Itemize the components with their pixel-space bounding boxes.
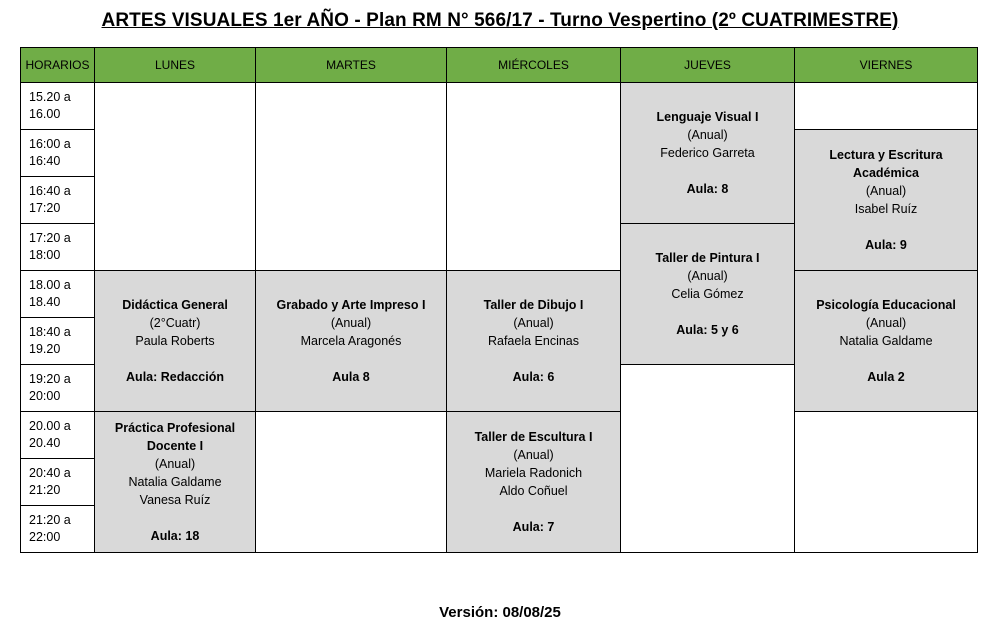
empty-cell [795,83,978,130]
time-row [21,271,978,318]
schedule-title: ARTES VISUALES 1er AÑO - Plan RM N° 566/17 - Turno Vespertino (2º CUATRIMESTRE) [101,10,899,31]
class-teacher: Mariela Radonich [484,466,583,480]
class-aula: Aula 8 [332,370,370,384]
class-aula: Aula: 5 y 6 [676,323,739,337]
time-slot: 20:40 a 21:20 [21,459,95,506]
class-teacher: Federico Garreta [660,146,755,160]
class-aula: Aula: 7 [512,520,555,534]
class-cell-practica-profesional [95,412,256,553]
class-name: Lenguaje Visual I [656,110,759,124]
class-term: (Anual) [865,316,907,330]
time-slot: 15.20 a 16.00 [21,83,95,130]
time-row [21,412,978,459]
class-name: Taller de Escultura I [474,430,593,444]
header-martes: MARTES [256,48,447,83]
header-lunes: LUNES [95,48,256,83]
empty-cell [256,83,447,271]
time-slot: 19:20 a 20:00 [21,365,95,412]
class-teacher: Celia Gómez [671,287,744,301]
class-term: (Anual) [513,448,554,462]
class-cell-taller-pintura [621,224,795,365]
class-aula: Aula 2 [867,370,905,384]
class-term: (Anual) [687,128,728,142]
class-aula: Aula: 8 [686,182,729,196]
class-cell-psicologia [795,271,978,412]
class-cell-lenguaje-visual [621,83,795,224]
class-cell-taller-dibujo [447,271,621,412]
time-slot: 18:40 a 19.20 [21,318,95,365]
header-miercoles: MIÉRCOLES [447,48,621,83]
empty-cell [95,83,256,271]
class-teacher: Aldo Coñuel [499,484,568,498]
empty-cell [795,412,978,553]
class-teacher: Paula Roberts [135,334,215,348]
header-row [21,48,978,83]
time-slot: 18.00 a 18.40 [21,271,95,318]
class-teacher: Natalia Galdame [128,475,222,489]
schedule-table [20,47,978,553]
class-name: Lectura y Escritura Académica [829,148,943,180]
class-term: (Anual) [687,269,728,283]
header-horarios: HORARIOS [21,48,95,83]
class-aula: Aula: 9 [865,238,907,252]
class-cell-taller-escultura [447,412,621,553]
empty-cell [256,412,447,553]
class-teacher: Rafaela Encinas [487,334,580,348]
empty-cell [621,365,795,553]
header-viernes: VIERNES [795,48,978,83]
empty-cell [447,83,621,271]
class-aula: Aula: 18 [150,529,200,543]
time-slot: 16:00 a 16:40 [21,130,95,177]
class-term: (2°Cuatr) [149,316,201,330]
class-name: Didáctica General [122,298,228,312]
class-name: Psicología Educacional [816,298,956,312]
time-slot: 16:40 a 17:20 [21,177,95,224]
class-term: (Anual) [865,184,907,198]
class-term: (Anual) [330,316,372,330]
class-teacher: Natalia Galdame [839,334,933,348]
class-teacher: Vanesa Ruíz [139,493,211,507]
version-label: Versión: 08/08/25 [439,604,561,621]
class-name: Práctica Profesional Docente I [114,421,236,453]
time-slot: 21:20 a 22:00 [21,506,95,553]
class-name: Taller de Dibujo I [483,298,584,312]
class-cell-didactica-general [95,271,256,412]
class-term: (Anual) [154,457,196,471]
class-aula: Aula: 6 [512,370,555,384]
header-jueves: JUEVES [621,48,795,83]
class-name: Grabado y Arte Impreso I [276,298,426,312]
time-slot: 20.00 a 20.40 [21,412,95,459]
time-row [21,83,978,130]
class-cell-lectura-escritura [795,130,978,271]
class-teacher: Marcela Aragonés [300,334,402,348]
class-term: (Anual) [513,316,554,330]
class-aula: Aula: Redacción [126,370,224,384]
class-teacher: Isabel Ruíz [854,202,918,216]
class-cell-grabado [256,271,447,412]
class-name: Taller de Pintura I [655,251,760,265]
time-slot: 17:20 a 18:00 [21,224,95,271]
